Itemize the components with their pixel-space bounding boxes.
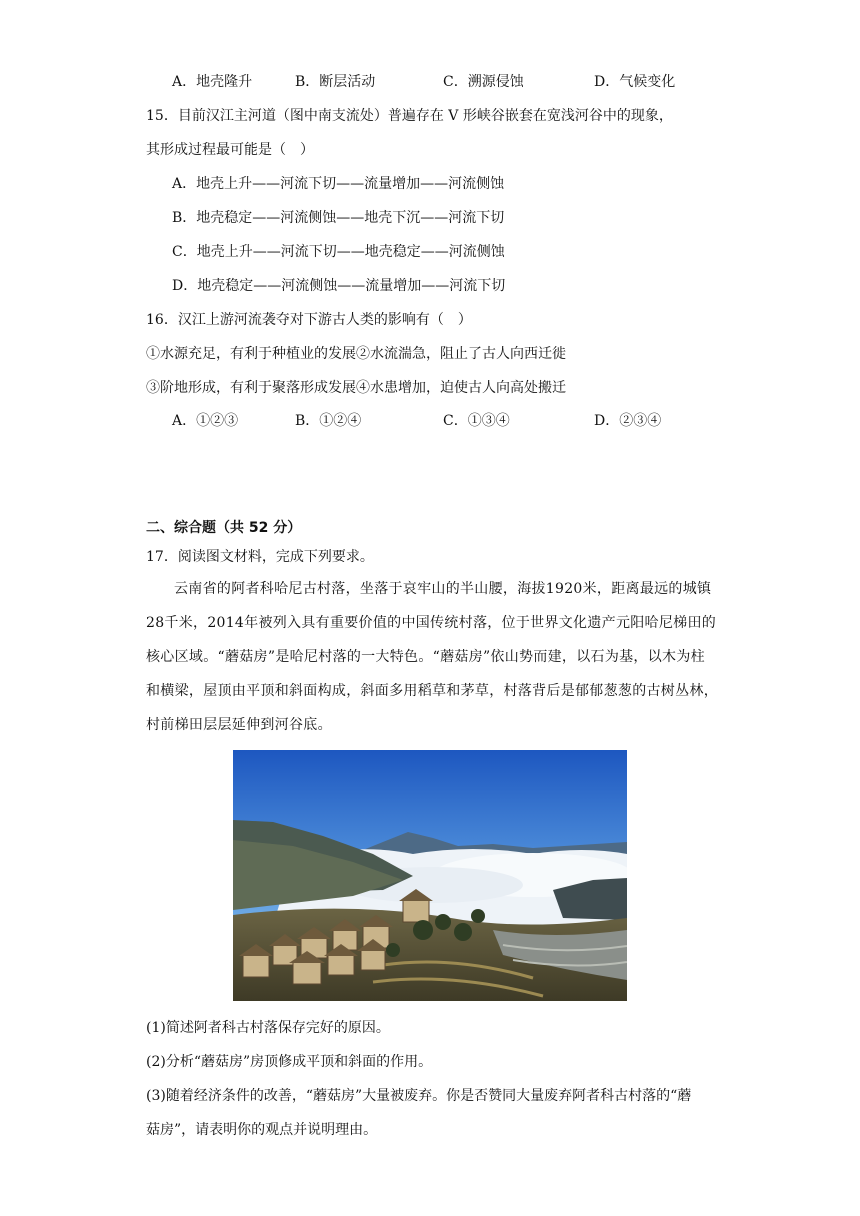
q17-sub1: (1)简述阿者科古村落保存完好的原因。	[146, 1020, 390, 1036]
q16-items-line1: ①水源充足，有利于种植业的发展②水流湍急，阻止了古人向西迁徙	[146, 346, 566, 362]
q14-option-a: A．地壳隆升	[172, 74, 253, 90]
q14-option-d: D．气候变化	[594, 74, 676, 90]
q15-option-a: A．地壳上升——河流下切——流量增加——河流侧蚀	[172, 176, 505, 192]
q16-option-b: B．①②④	[295, 413, 362, 429]
q15-option-b: B．地壳稳定——河流侧蚀——地壳下沉——河流下切	[172, 210, 505, 226]
village-landscape-image	[233, 750, 627, 1001]
q15-option-d: D．地壳稳定——河流侧蚀——流量增加——河流下切	[172, 278, 506, 294]
q16-stem: 16．汉江上游河流袭夺对下游古人类的影响有（ ）	[146, 312, 472, 328]
q16-option-d: D．②③④	[594, 413, 662, 429]
q15-stem-line1: 15．目前汉江主河道（图中南支流处）普遍存在 V 形峡谷嵌套在宽浅河谷中的现象，	[146, 108, 673, 124]
q14-option-b: B．断层活动	[295, 74, 376, 90]
section-title: 二、综合题（共 52 分）	[146, 520, 302, 536]
q17-sub2: (2)分析“蘑菇房”房顶修成平顶和斜面的作用。	[146, 1054, 433, 1070]
q15-option-c: C．地壳上升——河流下切——地壳稳定——河流侧蚀	[172, 244, 505, 260]
q17-stem: 17．阅读图文材料，完成下列要求。	[146, 549, 374, 565]
q17-passage-text: 云南省的阿者科哈尼古村落，坐落于哀牢山的半山腰，海拔1920米，距离最远的城镇28千米，2014年被列入具有重要价值的中国传统村落，位于世界文化遗产元阳哈尼梯田的核心区域。“蘑菇房”是哈尼村落的一大特色。“蘑菇房”依山势而建，以石为基，以木为柱和横梁，屋顶由平顶和斜面构成，斜面多用稻草和茅草，村落背后是郁郁葱葱的古树丛林，村前梯田层层延伸到河谷底。	[146, 581, 718, 733]
q16-option-a: A．①②③	[172, 413, 239, 429]
q14-option-c: C．溯源侵蚀	[443, 74, 524, 90]
q16-items-line2: ③阶地形成，有利于聚落形成发展④水患增加，迫使古人向高处搬迁	[146, 380, 566, 396]
q17-sub3-line2: 菇房”，请表明你的观点并说明理由。	[146, 1122, 378, 1138]
q17-passage	[146, 572, 718, 742]
village-photo	[233, 750, 627, 1001]
q16-option-c: C．①③④	[443, 413, 510, 429]
q17-sub3-line1: (3)随着经济条件的改善，“蘑菇房”大量被废弃。你是否赞同大量废弃阿者科古村落的“蘑	[146, 1088, 692, 1104]
q15-stem-line2: 其形成过程最可能是（ ）	[146, 142, 314, 158]
